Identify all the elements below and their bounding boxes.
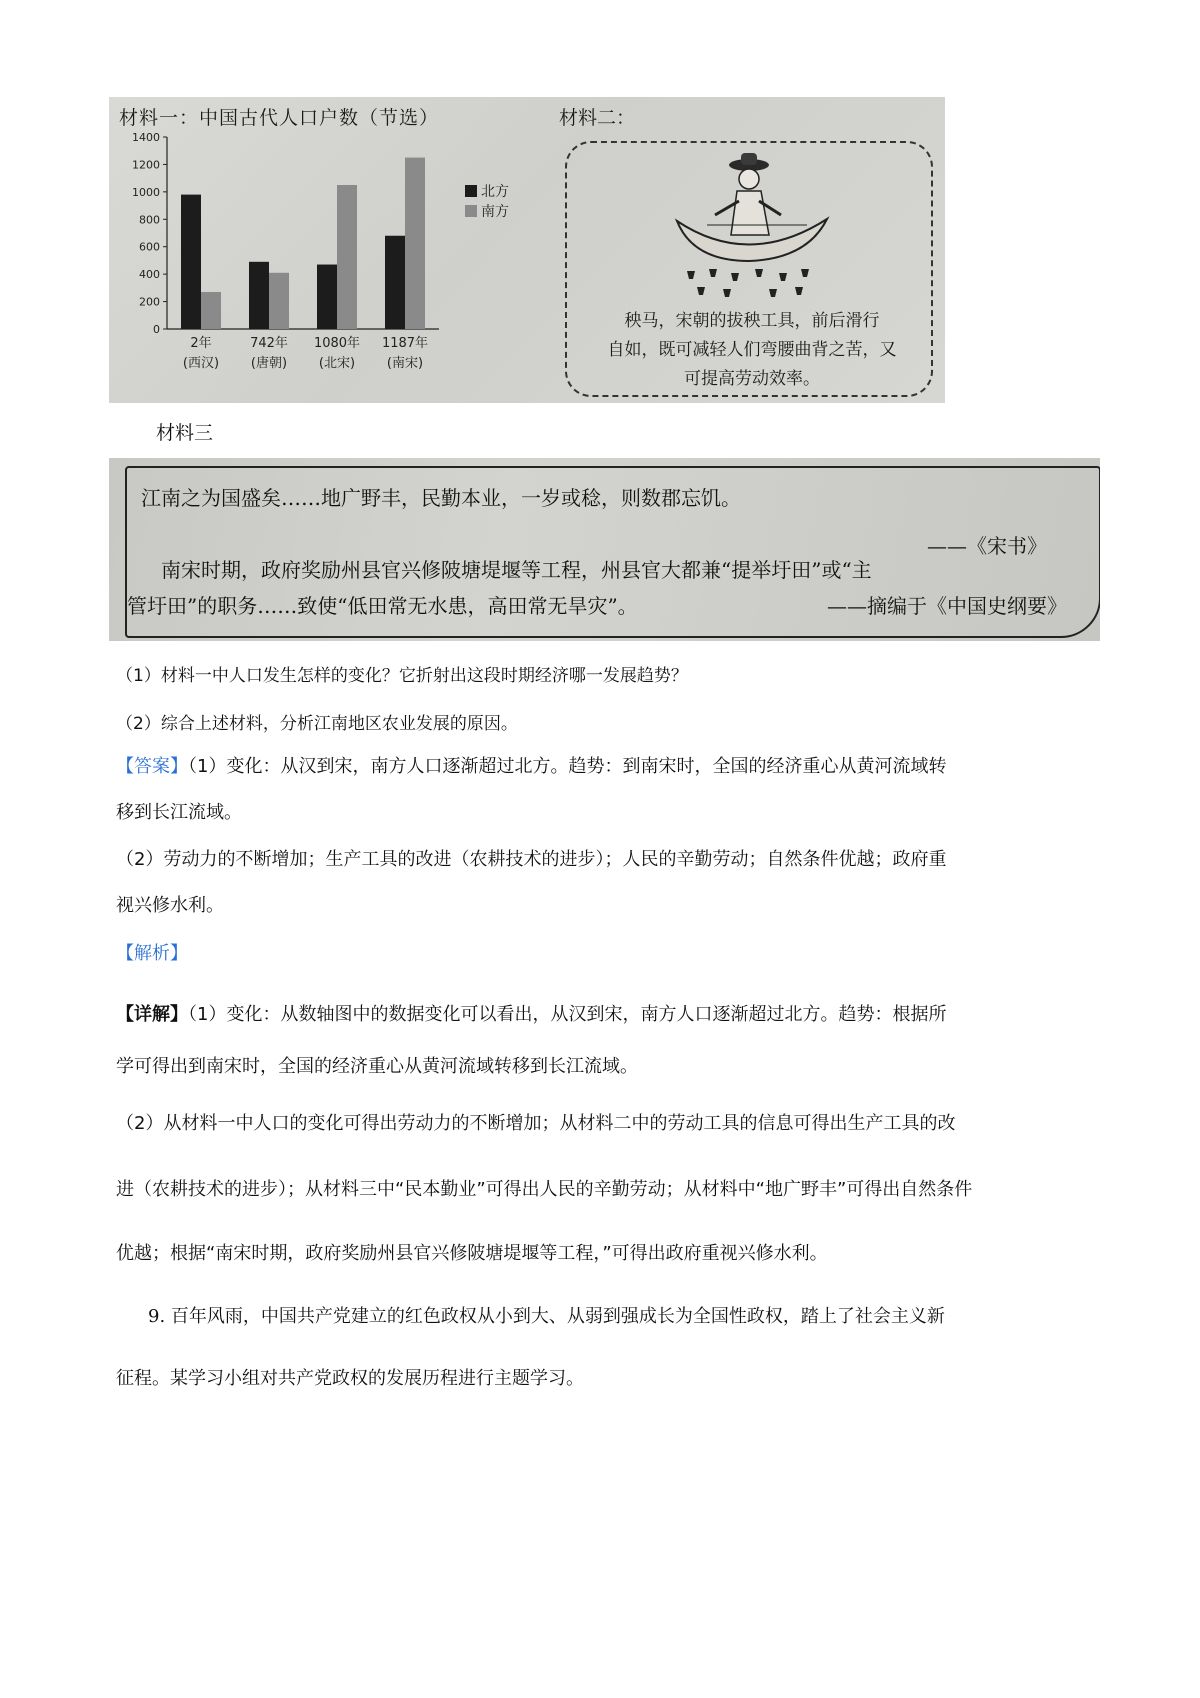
question-2: （2）综合上述材料，分析江南地区农业发展的原因。	[116, 714, 518, 734]
caption-line: 秧马，宋朝的拔秧工具，前后滑行	[624, 311, 880, 331]
bar-south	[337, 185, 357, 329]
material3-label: 材料三	[156, 422, 214, 444]
y-tick-label: 1400	[132, 131, 160, 144]
farmer-on-yangma-illustration	[657, 149, 837, 299]
population-bar-chart	[109, 125, 549, 403]
bar-south	[201, 292, 221, 329]
bar-north	[385, 236, 405, 329]
question-1: （1）材料一中人口发生怎样的变化？它折射出这段时期经济哪一发展趋势？	[116, 666, 688, 686]
detail-2-cont2: 优越；根据“南宋时期，政府奖励州县官兴修陂塘堤堰等工程，”可得出政府重视兴修水利。	[116, 1243, 828, 1264]
material2-title: 材料二：	[559, 107, 636, 129]
legend-label: 南方	[481, 204, 509, 220]
legend-swatch	[465, 205, 477, 217]
bar-north	[181, 195, 201, 329]
detail-1-cont: 学可得出到南宋时，全国的经济重心从黄河流域转移到长江流域。	[116, 1056, 638, 1077]
answer-2-cont: 视兴修水利。	[116, 895, 224, 916]
detail-block	[116, 1001, 1106, 1029]
y-tick-label: 1200	[132, 158, 160, 172]
answer-1-cont: 移到长江流域。	[116, 802, 242, 823]
material3-line3: 管圩田”的职务……致使“低田常无水患，高田常无旱灾”。	[127, 594, 638, 618]
x-tick-label-year: 2年	[190, 336, 212, 351]
x-tick-label-year: 1187年	[381, 336, 429, 351]
detail-2: （2）从材料一中人口的变化可得出劳动力的不断增加；从材料二中的劳动工具的信息可得出生产工具的改	[116, 1113, 956, 1134]
y-tick-label: 200	[139, 295, 160, 309]
answer-1: （1）变化：从汉到宋，南方人口逐渐超过北方。趋势：到南宋时，全国的经济重心从黄河流域转	[188, 756, 947, 777]
detail-tag: 【详解】	[116, 1004, 188, 1025]
caption-line: 自如，既可减轻人们弯腰曲背之苦，又	[607, 340, 897, 360]
y-tick-label: 1000	[132, 185, 160, 199]
material-photo-1	[109, 97, 945, 403]
material3-line2: 南宋时期，政府奖励州县官兴修陂塘堤堰等工程，州县官大都兼“提举圩田”或“主	[161, 558, 872, 582]
x-tick-label-dynasty: (唐朝)	[250, 356, 288, 371]
question-9-line1: 百年风雨，中国共产党建立的红色政权从小到大、从弱到强成长为全国性政权，踏上了社会主义新	[170, 1306, 945, 1327]
analysis-tag: 【解析】	[116, 943, 188, 964]
x-tick-label-year: 1080年	[313, 336, 361, 351]
question-9-number: 9.	[148, 1306, 166, 1327]
bar-north	[317, 265, 337, 329]
caption-line: 可提高劳动效率。	[684, 369, 820, 389]
question-9	[148, 1303, 1108, 1331]
cartoon-frame	[565, 141, 933, 397]
material3-line1: 江南之为国盛矣……地广野丰，民勤本业，一岁或稔，则数郡忘饥。	[141, 486, 741, 510]
y-tick-label: 600	[139, 240, 160, 254]
x-tick-label-dynasty: (北宋)	[318, 356, 356, 371]
legend-label: 北方	[481, 184, 509, 200]
x-tick-label-year: 742年	[250, 336, 288, 351]
bar-south	[405, 158, 425, 329]
x-tick-label-dynasty: (西汉)	[182, 356, 220, 371]
bar-south	[269, 273, 289, 329]
material3-source2: ——摘编于《中国史纲要》	[827, 594, 1067, 618]
answer-2: （2）劳动力的不断增加；生产工具的改进（农耕技术的进步）；人民的辛勤劳动；自然条件优越；政府重	[116, 849, 947, 870]
y-tick-label: 400	[139, 268, 160, 282]
question-9-line2: 征程。某学习小组对共产党政权的发展历程进行主题学习。	[116, 1368, 584, 1389]
detail-2-cont: 进（农耕技术的进步）；从材料三中“民本勤业”可得出人民的辛勤劳动；从材料中“地广野丰”可得出自然条件	[116, 1179, 973, 1200]
answer-tag: 【答案】	[116, 756, 188, 777]
y-tick-label: 0	[153, 323, 160, 336]
answer-block	[116, 753, 1106, 781]
text-scroll-frame	[125, 466, 1100, 638]
detail-1: （1）变化：从数轴图中的数据变化可以看出，从汉到宋，南方人口逐渐超过北方。趋势：根据所	[188, 1004, 947, 1025]
legend-swatch	[465, 185, 477, 197]
bar-north	[249, 262, 269, 329]
y-tick-label: 800	[139, 213, 160, 227]
yangma-caption	[587, 307, 917, 394]
material3-source1: ——《宋书》	[927, 534, 1047, 558]
x-tick-label-dynasty: (南宋)	[386, 356, 424, 371]
material1-title: 材料一：中国古代人口户数（节选）	[119, 107, 440, 129]
material-photo-3	[109, 458, 1100, 641]
